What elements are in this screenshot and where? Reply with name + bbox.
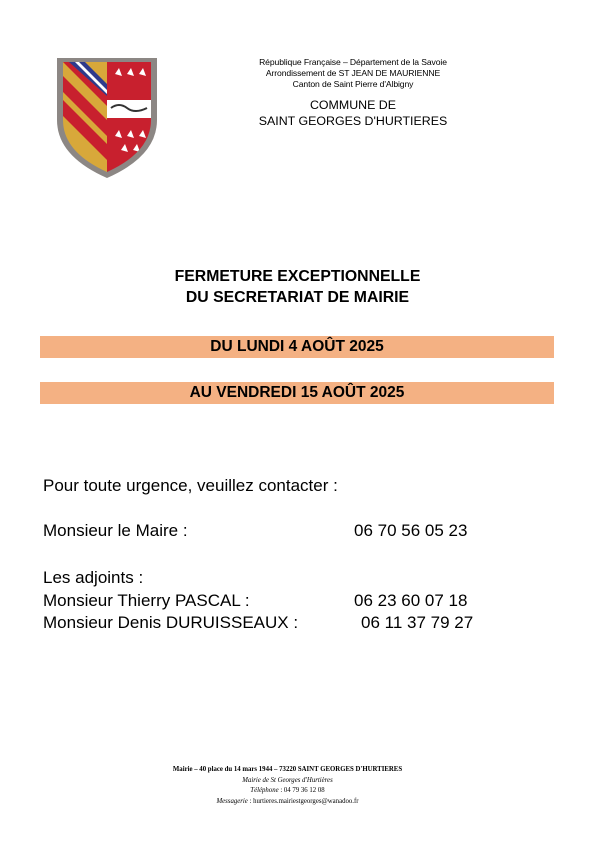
- footer-mairie-name: Mairie de St Georges d'Hurtières: [242, 776, 333, 784]
- footer-address: Mairie – 40 place du 14 mars 1944 – 73220 SAINT GEORGES D'HURTIERES: [172, 766, 403, 773]
- commune-line-1: COMMUNE DE: [309, 98, 397, 112]
- header-line-republique: République Française – Département de la Savoie: [259, 57, 447, 67]
- maire-phone: 06 70 56 05 23: [354, 521, 468, 540]
- coat-of-arms-crest: [55, 56, 159, 180]
- header-administrative-lines: [228, 57, 478, 90]
- footer-phone-label: Téléphone: [250, 787, 279, 794]
- commune-line-2: SAINT GEORGES D'HURTIERES: [258, 114, 448, 128]
- footer-contact-block: [130, 765, 445, 807]
- adjoints-label: Les adjoints :: [43, 568, 144, 587]
- adjoint2-label: Monsieur Denis DURUISSEAUX :: [43, 613, 299, 632]
- footer-email-line: [130, 797, 445, 808]
- date-to-band: AU VENDREDI 15 AOÛT 2025: [40, 382, 554, 404]
- commune-name: [228, 97, 478, 129]
- adjoint1-label: Monsieur Thierry PASCAL :: [43, 591, 250, 610]
- header-line-canton: Canton de Saint Pierre d'Albigny: [292, 79, 414, 89]
- notice-title: [40, 266, 555, 308]
- contact-intro: Pour toute urgence, veuillez contacter :: [43, 476, 338, 495]
- header-line-arrondissement: Arrondissement de ST JEAN DE MAURIENNE: [265, 68, 441, 78]
- footer-phone-line: [130, 786, 445, 797]
- footer-email: : hurtieres.mairiestgeorges@wanadoo.fr: [247, 797, 359, 805]
- notice-title-line-1: FERMETURE EXCEPTIONNELLE: [174, 268, 421, 285]
- date-from-band: DU LUNDI 4 AOÛT 2025: [40, 336, 554, 358]
- adjoint1-phone: 06 23 60 07 18: [354, 591, 468, 610]
- footer-phone: : 04 79 36 12 08: [278, 787, 325, 794]
- notice-title-line-2: DU SECRETARIAT DE MAIRIE: [185, 289, 410, 306]
- footer-email-label: Messagerie: [216, 797, 248, 805]
- maire-label: Monsieur le Maire :: [43, 521, 188, 540]
- adjoint2-phone: 06 11 37 79 27: [361, 613, 474, 632]
